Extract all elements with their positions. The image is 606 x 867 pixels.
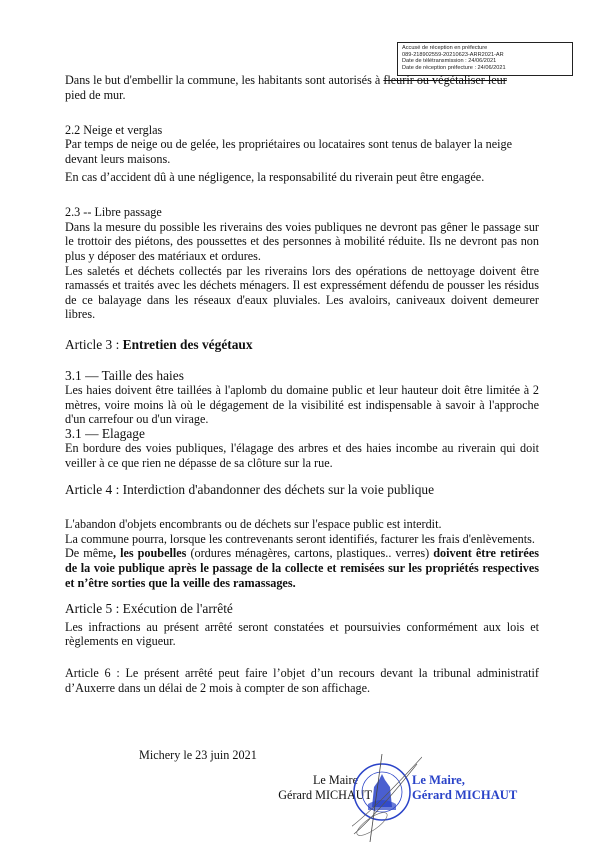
signature-name: Gérard MICHAUT bbox=[278, 788, 372, 802]
section-2-3-paragraph-1: Dans la mesure du possible les riverains des voies publiques ne devront pas gêner le passage sur le trottoir des piétons, des poussettes et des personnes à mobilité réduite. Ils ne devront pas non plus y déposer des matériaux et ordures. bbox=[65, 219, 539, 263]
article-4-paragraph-2: La commune pourra, lorsque les contrevenants seront identifiés, facturer les frais d'enlèvements. bbox=[65, 531, 535, 546]
stamp-line: Date de réception préfecture : 24/06/2021 bbox=[402, 64, 506, 71]
article-4-heading: Article 4 : Interdiction d'abandonner des déchets sur la voie publique bbox=[65, 481, 435, 497]
intro-text: Dans le but d'embellir la commune, les habitants sont autorisés à bbox=[65, 73, 384, 87]
article-6-text: Article 6 : Le présent arrêté peut faire l’objet d’un recours devant la tribunal administratif d’Auxerre dans un délai de 2 mois à compter de son affichage. bbox=[65, 666, 539, 695]
section-2-3-paragraph-2: Les saletés et déchets collectés par les riverains lors des opérations de nettoyage doivent être ramassés et traités avec les déchets ménagers. Il est expressément défendu de pousser les résidus de ce balayage dans les réseaux d'eaux pluviales. Les avaloirs, caniveaux doivent demeurer libres. bbox=[65, 263, 539, 322]
stamp-line: Date de télétransmission : 24/06/2021 bbox=[402, 58, 497, 65]
document-body bbox=[65, 73, 539, 695]
p3-text-2: (ordures ménagères, cartons, plastiques.. verres) bbox=[186, 546, 434, 561]
section-2-2-heading: 2.2 Neige et verglas bbox=[65, 122, 163, 137]
section-2-2-paragraph-1: Par temps de neige ou de gelée, les propriétaires ou locataires sont tenus de balayer la neige devant leurs maisons. bbox=[65, 137, 513, 166]
intro-paragraph bbox=[65, 73, 539, 102]
article-4-paragraph-3 bbox=[65, 546, 539, 590]
stamp-role: Le Maire, bbox=[412, 773, 465, 787]
stamp-line: Accusé de réception en préfecture bbox=[402, 45, 488, 51]
intro-struck-text: fleurir ou végétaliser leur bbox=[383, 73, 507, 87]
stamp-line: 089-218902559-20210623-ARR2021-AR bbox=[402, 51, 504, 58]
p3-text: De même bbox=[65, 546, 114, 561]
article-3-title: Entretien des végétaux bbox=[122, 336, 253, 352]
signature-role: Le Maire bbox=[312, 773, 358, 787]
intro-text-end: pied de mur. bbox=[65, 87, 126, 102]
section-2-2-paragraph-2: En cas d’accident dû à une négligence, la responsabilité du riverain peut être engagée. bbox=[65, 169, 485, 184]
article-3-heading bbox=[65, 338, 539, 353]
section-3-1-text: Les haies doivent être taillées à l'aplomb du domaine public et leur hauteur doit être limitée à 2 mètres, voire moins là où le dégagement de la visibilité est indispensable à savoir à l'approche d'un carrefour ou d'un virage. bbox=[65, 383, 539, 427]
article-5-heading: Article 5 : Exécution de l'arrêté bbox=[65, 601, 233, 617]
p3-bold: , les poubelles bbox=[113, 546, 187, 561]
signature-date: Michery le 23 juin 2021 bbox=[139, 748, 257, 762]
stamp-signature-block bbox=[412, 773, 517, 803]
section-2-3-heading: 2.3 -- Libre passage bbox=[65, 205, 162, 220]
p3-bold-2: doivent être retirées de la voie publique après le passage de la collecte et remisées sur les propriétés respectives et n’être sorties que la veille des ramassages. bbox=[65, 546, 539, 590]
article-5-text: Les infractions au présent arrêté seront constatées et poursuivies conformément aux lois et règlements en vigueur. bbox=[65, 619, 539, 649]
article-4-paragraph-1: L'abandon d'objets encombrants ou de déchets sur l'espace public est interdit. bbox=[65, 517, 442, 532]
article-3-prefix: Article 3 : bbox=[65, 336, 123, 352]
stamp-name: Gérard MICHAUT bbox=[412, 788, 518, 802]
section-3-2-text: En bordure des voies publiques, l'élagage des arbres et des haies incombe au riverain qui doit veiller à ce que rien ne dépasse de sa clôture sur la rue. bbox=[65, 441, 539, 471]
section-3-2-heading: 3.1 — Elagage bbox=[65, 425, 145, 441]
prefecture-receipt-stamp bbox=[397, 42, 573, 76]
section-3-1-heading: 3.1 — Taille des haies bbox=[65, 367, 184, 383]
